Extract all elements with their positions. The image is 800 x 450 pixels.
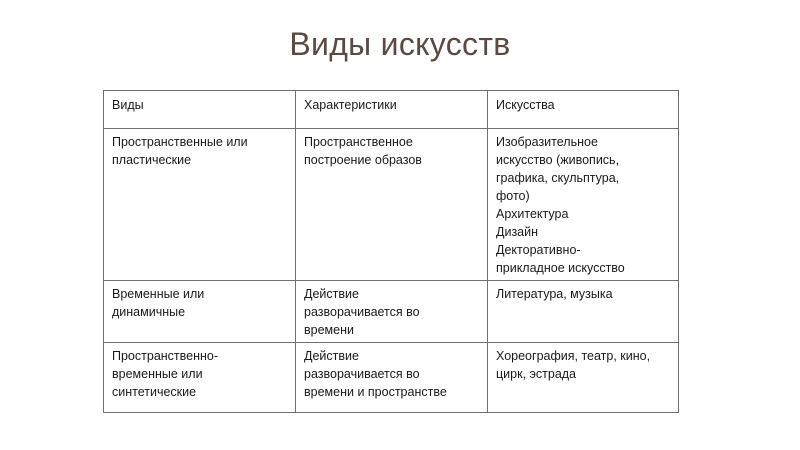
cell-line: прикладное искусство bbox=[496, 261, 625, 275]
table-row bbox=[104, 129, 679, 281]
header-cell-arts: Искусства bbox=[488, 91, 679, 129]
cell-characteristic bbox=[296, 281, 488, 343]
header-cell-types: Виды bbox=[104, 91, 296, 129]
cell-line: цирк, эстрада bbox=[496, 367, 577, 381]
cell-line: Хореография, театр, кино, bbox=[496, 349, 651, 363]
cell-characteristic bbox=[296, 129, 488, 281]
cell-line: времени bbox=[304, 323, 354, 337]
cell-type bbox=[104, 129, 296, 281]
slide-title: Виды искусств bbox=[289, 26, 511, 62]
cell-arts bbox=[488, 281, 679, 343]
cell-line: пластические bbox=[112, 153, 192, 167]
cell-line: Действие bbox=[304, 287, 359, 301]
cell-line: Пространственные или bbox=[112, 135, 248, 149]
table-header-row bbox=[104, 91, 679, 129]
cell-line: синтетические bbox=[112, 385, 197, 399]
cell-line: Литература, музыка bbox=[496, 287, 613, 301]
cell-line: динамичные bbox=[112, 305, 186, 319]
cell-line: разворачивается во bbox=[304, 305, 420, 319]
cell-arts bbox=[488, 129, 679, 281]
cell-line: Дизайн bbox=[496, 225, 539, 239]
cell-line: времени и пространстве bbox=[304, 385, 447, 399]
cell-line: Архитектура bbox=[496, 207, 569, 221]
cell-line: Пространственно- bbox=[112, 349, 219, 363]
cell-line: искусство (живопись, bbox=[496, 153, 620, 167]
cell-line: построение образов bbox=[304, 153, 422, 167]
cell-type bbox=[104, 343, 296, 413]
art-types-table bbox=[103, 90, 679, 413]
cell-arts bbox=[488, 343, 679, 413]
cell-line: Действие bbox=[304, 349, 359, 363]
cell-line: фото) bbox=[496, 189, 530, 203]
table-row bbox=[104, 281, 679, 343]
table-row bbox=[104, 343, 679, 413]
cell-line: графика, скульптура, bbox=[496, 171, 620, 185]
cell-line: разворачивается во bbox=[304, 367, 420, 381]
cell-line: Пространственное bbox=[304, 135, 413, 149]
cell-type bbox=[104, 281, 296, 343]
cell-line: Временные или bbox=[112, 287, 205, 301]
cell-line: Декторативно- bbox=[496, 243, 581, 257]
header-cell-characteristics: Характеристики bbox=[296, 91, 488, 129]
cell-characteristic bbox=[296, 343, 488, 413]
cell-line: Изобразительное bbox=[496, 135, 598, 149]
cell-line: временные или bbox=[112, 367, 203, 381]
